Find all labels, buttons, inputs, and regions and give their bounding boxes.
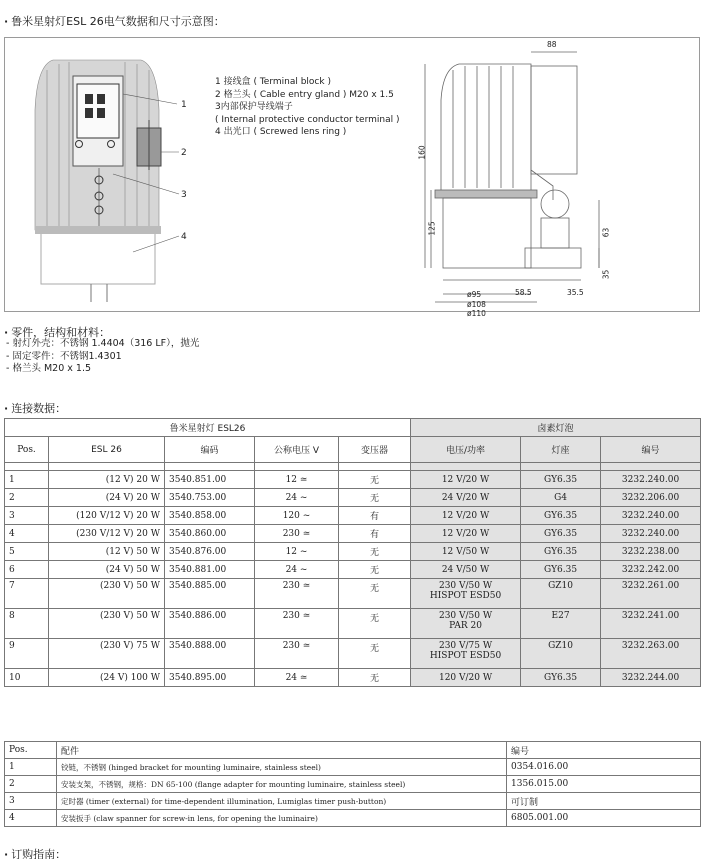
dim-35-5: 35.5	[567, 288, 584, 297]
callout-1: 1	[181, 100, 187, 110]
row-socket: G4	[521, 489, 601, 507]
side-view-drawing	[413, 40, 623, 308]
table-row	[5, 609, 701, 639]
row-number: 3232.240.00	[601, 525, 701, 543]
front-view-drawing	[13, 40, 213, 310]
dim-160: 160	[417, 145, 427, 160]
dim-35: 35	[601, 269, 611, 280]
acc-header-item: 配件	[57, 742, 507, 759]
row-transformer: 无	[339, 543, 411, 561]
figure-legend	[215, 76, 400, 139]
group-header-lamp: 卤素灯泡	[411, 419, 701, 437]
row-code: 3540.858.00	[165, 507, 255, 525]
heading-parts: · 零件，结构和材料：	[4, 326, 111, 339]
row-transformer: 无	[339, 639, 411, 669]
col-header-number: 编号	[601, 437, 701, 463]
callout-3: 3	[181, 190, 187, 200]
row-socket: E27	[521, 609, 601, 639]
row-code: 3540.876.00	[165, 543, 255, 561]
lamp-type-line: HISPOT ESD50	[429, 591, 502, 601]
acc-number: 0354.016.00	[507, 759, 701, 776]
row-esl: (24 V) 50 W	[49, 561, 165, 579]
accessories-table	[4, 741, 701, 827]
row-esl: (12 V) 20 W	[49, 471, 165, 489]
col-header-socket: 灯座	[521, 437, 601, 463]
col-header-voltage: 公称电压 V	[255, 437, 339, 463]
parts-item: - 射灯外壳：不锈钢 1.4404（316 LF），抛光	[6, 338, 200, 349]
row-esl: (230 V/12 V) 20 W	[49, 525, 165, 543]
row-voltage: 24 ≃	[255, 669, 339, 687]
row-transformer: 无	[339, 609, 411, 639]
dim-63: 63	[601, 227, 611, 238]
acc-desc: 铰链，不锈钢 (hinged bracket for mounting luminaire, stainless steel)	[57, 759, 507, 776]
row-number: 3232.242.00	[601, 561, 701, 579]
legend-item-1: 1 接线盒 ( Terminal block )	[215, 77, 331, 87]
table-row	[5, 810, 701, 827]
row-voltage: 120 ~	[255, 507, 339, 525]
row-transformer: 有	[339, 507, 411, 525]
row-code: 3540.888.00	[165, 639, 255, 669]
dim-d95: ø95	[467, 290, 482, 299]
row-power	[411, 579, 521, 609]
table-row	[5, 507, 701, 525]
row-transformer: 无	[339, 669, 411, 687]
row-voltage: 230 ≃	[255, 609, 339, 639]
row-code: 3540.860.00	[165, 525, 255, 543]
row-voltage: 12 ≃	[255, 471, 339, 489]
row-transformer: 无	[339, 489, 411, 507]
dim-125: 125	[427, 221, 437, 236]
row-power: 24 V/50 W	[411, 561, 521, 579]
row-esl: (230 V) 75 W	[49, 639, 165, 669]
col-header-code: 编码	[165, 437, 255, 463]
table-row	[5, 669, 701, 687]
acc-desc: 定时器 (timer (external) for time-dependent illumination, Lumiglas timer push-button)	[57, 793, 507, 810]
row-transformer: 有	[339, 525, 411, 543]
acc-number: 可订制	[507, 793, 701, 810]
row-voltage: 12 ~	[255, 543, 339, 561]
table-row	[5, 793, 701, 810]
acc-pos: 4	[5, 810, 57, 827]
row-number: 3232.240.00	[601, 507, 701, 525]
row-code: 3540.885.00	[165, 579, 255, 609]
row-pos: 9	[5, 639, 49, 669]
row-power: 24 V/20 W	[411, 489, 521, 507]
row-esl: (12 V) 50 W	[49, 543, 165, 561]
row-power	[411, 609, 521, 639]
row-esl: (24 V) 100 W	[49, 669, 165, 687]
acc-header-number: 编号	[507, 742, 701, 759]
heading-electrical: · 鲁米星射灯ESL 26电气数据和尺寸示意图：	[4, 15, 225, 28]
col-header-esl: ESL 26	[49, 437, 165, 463]
row-esl: (120 V/12 V) 20 W	[49, 507, 165, 525]
acc-pos: 1	[5, 759, 57, 776]
row-number: 3232.261.00	[601, 579, 701, 609]
row-socket: GZ10	[521, 579, 601, 609]
table-row	[5, 579, 701, 609]
acc-desc: 安装扳手 (claw spanner for screw-in lens, for opening the luminaire)	[57, 810, 507, 827]
lamp-type-line: HISPOT ESD50	[429, 651, 502, 661]
row-transformer: 无	[339, 579, 411, 609]
row-socket: GZ10	[521, 639, 601, 669]
dim-d110: ø110	[467, 309, 486, 318]
row-pos: 8	[5, 609, 49, 639]
row-socket: GY6.35	[521, 543, 601, 561]
row-number: 3232.240.00	[601, 471, 701, 489]
row-number: 3232.241.00	[601, 609, 701, 639]
legend-item-4: 4 出光口 ( Screwed lens ring )	[215, 127, 347, 137]
col-header-transformer: 变压器	[339, 437, 411, 463]
table-row	[5, 471, 701, 489]
row-voltage: 230 ≃	[255, 579, 339, 609]
row-pos: 1	[5, 471, 49, 489]
connection-data-table	[4, 418, 701, 687]
table-row	[5, 525, 701, 543]
row-power: 12 V/20 W	[411, 507, 521, 525]
table-row	[5, 561, 701, 579]
row-number: 3232.244.00	[601, 669, 701, 687]
legend-item-2: 2 格兰头 ( Cable entry gland ) M20 x 1.5	[215, 89, 394, 100]
row-voltage: 24 ~	[255, 489, 339, 507]
row-socket: GY6.35	[521, 561, 601, 579]
row-power: 120 V/20 W	[411, 669, 521, 687]
table-row	[5, 543, 701, 561]
heading-ordering: · 订购指南：	[4, 848, 67, 859]
row-pos: 7	[5, 579, 49, 609]
parts-item: - 固定零件：不锈钢1.4301	[6, 350, 122, 362]
row-pos: 10	[5, 669, 49, 687]
row-pos: 4	[5, 525, 49, 543]
heading-connection: · 连接数据：	[4, 402, 67, 415]
row-transformer: 无	[339, 471, 411, 489]
acc-header-pos: Pos.	[5, 742, 57, 759]
power-line: 230 V/75 W	[438, 641, 493, 651]
acc-number: 1356.015.00	[507, 776, 701, 793]
parts-list	[6, 338, 199, 376]
row-number: 3232.238.00	[601, 543, 701, 561]
row-voltage: 230 ≃	[255, 639, 339, 669]
parts-item: - 格兰头 M20 x 1.5	[6, 363, 92, 374]
row-power	[411, 639, 521, 669]
dimension-figure	[4, 37, 700, 318]
dim-88: 88	[547, 40, 557, 49]
row-pos: 3	[5, 507, 49, 525]
row-socket: GY6.35	[521, 525, 601, 543]
acc-pos: 3	[5, 793, 57, 810]
col-header-power: 电压/功率	[411, 437, 521, 463]
row-code: 3540.895.00	[165, 669, 255, 687]
row-number: 3232.206.00	[601, 489, 701, 507]
table-row	[5, 776, 701, 793]
row-pos: 2	[5, 489, 49, 507]
lamp-type-line: PAR 20	[449, 621, 482, 631]
table-row	[5, 639, 701, 669]
acc-number: 6805.001.00	[507, 810, 701, 827]
dim-d108: ø108	[467, 300, 486, 309]
col-header-pos: Pos.	[5, 437, 49, 463]
row-esl: (230 V) 50 W	[49, 609, 165, 639]
row-socket: GY6.35	[521, 507, 601, 525]
row-code: 3540.886.00	[165, 609, 255, 639]
row-code: 3540.881.00	[165, 561, 255, 579]
row-pos: 6	[5, 561, 49, 579]
row-pos: 5	[5, 543, 49, 561]
row-socket: GY6.35	[521, 669, 601, 687]
table-row	[5, 489, 701, 507]
legend-item-3b: ( Internal protective conductor terminal )	[215, 114, 400, 125]
dim-58-5: 58.5	[515, 288, 532, 297]
acc-desc: 安装支架，不锈钢，规格：DN 65-100 (flange adapter for mounting luminaire, stainless steel)	[57, 776, 507, 793]
group-header-luminaire: 鲁米星射灯 ESL26	[5, 419, 411, 437]
power-line: 230 V/50 W	[438, 581, 493, 591]
row-power: 12 V/20 W	[411, 471, 521, 489]
callout-2: 2	[181, 148, 187, 158]
row-esl: (24 V) 20 W	[49, 489, 165, 507]
row-voltage: 24 ~	[255, 561, 339, 579]
row-voltage: 230 ≃	[255, 525, 339, 543]
row-power: 12 V/50 W	[411, 543, 521, 561]
table-row	[5, 759, 701, 776]
callout-4: 4	[181, 232, 187, 242]
row-power: 12 V/20 W	[411, 525, 521, 543]
acc-pos: 2	[5, 776, 57, 793]
row-code: 3540.753.00	[165, 489, 255, 507]
row-code: 3540.851.00	[165, 471, 255, 489]
power-line: 230 V/50 W	[438, 611, 493, 621]
row-esl: (230 V) 50 W	[49, 579, 165, 609]
row-transformer: 无	[339, 561, 411, 579]
row-number: 3232.263.00	[601, 639, 701, 669]
row-socket: GY6.35	[521, 471, 601, 489]
legend-item-3: 3内部保护导线端子	[215, 102, 293, 112]
